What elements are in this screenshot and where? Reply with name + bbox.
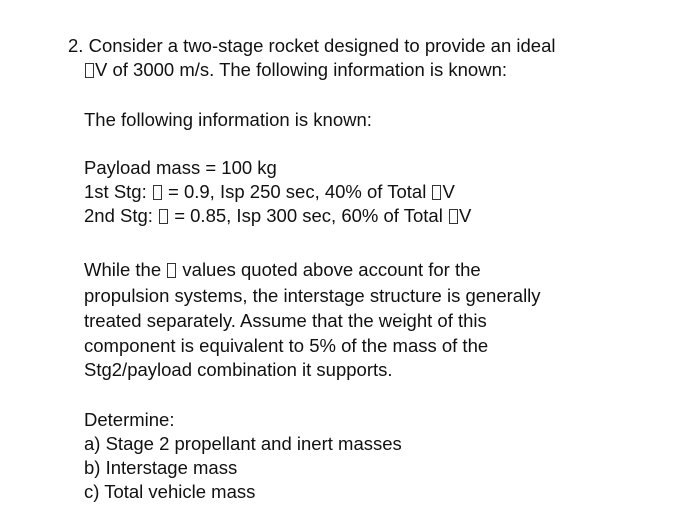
determine-item-c: c) Total vehicle mass — [84, 481, 256, 502]
stage1-line — [84, 180, 455, 204]
note-line-1 — [84, 258, 481, 282]
determine-item-a: a) Stage 2 propellant and inert masses — [84, 433, 402, 454]
missing-glyph-box-icon — [432, 185, 441, 200]
delta-v-text: V of 3000 m/s. The following information is known: — [95, 59, 508, 80]
missing-glyph-box-icon — [85, 63, 94, 78]
missing-glyph-box-icon — [159, 209, 168, 224]
determine-heading: Determine: — [84, 409, 175, 430]
known-heading: The following information is known: — [84, 109, 372, 130]
stage1-v: V — [442, 181, 455, 202]
stage2-line — [84, 204, 471, 228]
payload-mass-line: Payload mass = 100 kg — [84, 157, 277, 178]
missing-glyph-box-icon — [449, 209, 458, 224]
determine-item-b: b) Interstage mass — [84, 457, 238, 478]
problem-intro-line-2 — [84, 58, 507, 82]
problem-number: 2. — [68, 35, 84, 56]
problem-intro-text: Consider a two-stage rocket designed to provide an ideal — [88, 35, 556, 56]
note-line-2: propulsion systems, the interstage structure is generally — [84, 285, 541, 306]
stage2-label: 2nd Stg: — [84, 205, 153, 226]
note-line-1-prefix: While the — [84, 259, 162, 280]
problem-intro-line-1 — [68, 34, 555, 58]
note-line-5: Stg2/payload combination it supports. — [84, 359, 393, 380]
stage1-values: = 0.9, Isp 250 sec, 40% of Total — [168, 181, 427, 202]
note-line-1-suffix: values quoted above account for the — [182, 259, 481, 280]
missing-glyph-box-icon — [167, 263, 176, 278]
stage2-v: V — [458, 205, 472, 226]
note-line-4: component is equivalent to 5% of the mass of the — [84, 335, 489, 356]
stage1-label: 1st Stg: — [84, 181, 147, 202]
note-line-3: treated separately. Assume that the weight of this — [84, 310, 487, 331]
missing-glyph-box-icon — [153, 185, 162, 200]
stage2-values: = 0.85, Isp 300 sec, 60% of Total — [174, 205, 443, 226]
